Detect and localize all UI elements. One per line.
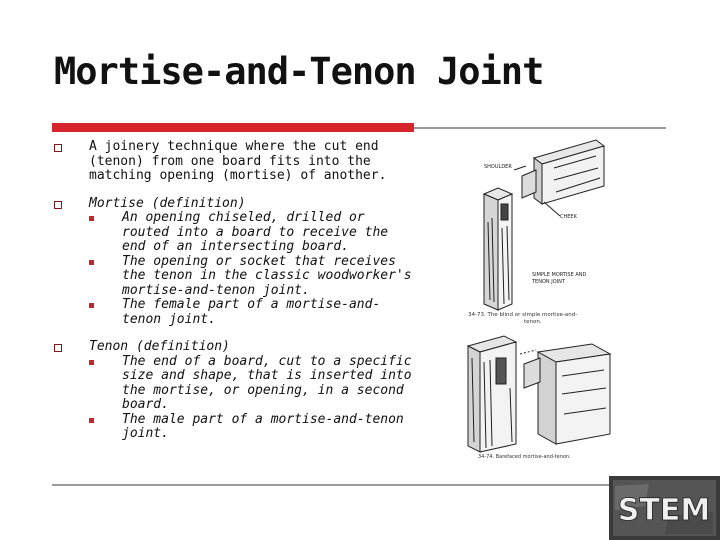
label-cheek: CHEEK (560, 214, 577, 220)
slide-title: Mortise-and-Tenon Joint (54, 50, 544, 93)
label-joint-2: TENON JOINT (532, 279, 565, 285)
square-bullet-icon (89, 418, 94, 423)
sub-bullet (89, 255, 412, 299)
sub-bullet (89, 298, 412, 327)
label-shoulder: SHOULDER (484, 164, 512, 170)
bullet-item (52, 340, 412, 442)
sub-bullet-text: The end of a board, cut to a specific size and shape, that is inserted into the mortise, or opening, in a second board. (122, 353, 412, 412)
title-underline-gray (414, 127, 666, 129)
bullet-text: A joinery technique where the cut end (tenon) from one board fits into the matching opening (mortise) of another. (89, 139, 387, 183)
sub-bullet-text: The male part of a mortise-and-tenon joint. (122, 411, 404, 441)
square-bullet-icon (89, 216, 94, 221)
caption-1-cont: tenon. (524, 319, 542, 325)
bullet-item (52, 140, 412, 184)
barefaced-joint-drawing (468, 336, 610, 452)
bullet-box-icon (54, 144, 62, 152)
sub-bullet (89, 355, 412, 413)
square-bullet-icon (89, 360, 94, 365)
sub-bullet-text: An opening chiseled, drilled or routed into a board to receive the end of an intersecting board. (122, 210, 389, 254)
bullet-heading: Tenon (definition) (89, 339, 230, 354)
label-joint-1: SIMPLE MORTISE AND (532, 272, 587, 278)
bullet-heading: Mortise (definition) (89, 195, 246, 211)
square-bullet-icon (89, 260, 94, 265)
bottom-rule (52, 484, 666, 486)
bullet-list (52, 140, 412, 455)
sub-bullet (89, 211, 412, 255)
joint-illustration (464, 132, 616, 464)
caption-2: 34-74. Barefaced mortise-and-tenon. (478, 454, 571, 460)
bullet-item (52, 197, 412, 328)
sub-bullet-text: The female part of a mortise-and-tenon joint. (122, 297, 381, 327)
square-bullet-icon (89, 303, 94, 308)
bullet-box-icon (54, 344, 62, 352)
sub-bullet (89, 413, 412, 442)
caption-1: 34-73. The blind or simple mortise-and- (468, 312, 578, 318)
title-underline-red (52, 123, 414, 132)
bullet-box-icon (54, 201, 62, 209)
stem-logo (609, 476, 720, 540)
sub-bullet-text: The opening or socket that receives the tenon in the classic woodworker's mortise-and-tenon joint. (122, 253, 412, 298)
stem-logo-text: STEM (617, 493, 711, 528)
